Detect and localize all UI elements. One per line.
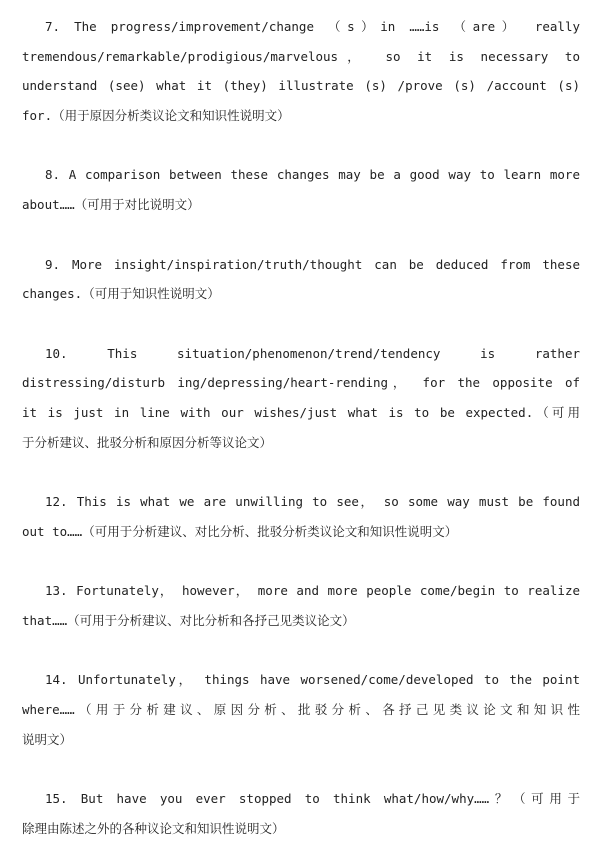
template-item-13 [22, 576, 580, 635]
template-item-10 [22, 339, 580, 458]
text-line: it is just in line with our wishes/just what is to be expected.（可用 [22, 404, 580, 420]
template-item-12 [22, 487, 580, 546]
template-item-15 [22, 784, 580, 843]
text-line: 于分析建议、批驳分析和原因分析等议论文） [22, 434, 273, 450]
text-line: 说明文） [22, 731, 73, 747]
template-item-9 [22, 250, 580, 309]
text-line: 13. Fortunately， however， more and more people come/begin to realize [45, 583, 580, 599]
template-item-8 [22, 160, 580, 219]
text-line: about……（可用于对比说明文） [22, 197, 200, 213]
text-line: changes.（可用于知识性说明文） [22, 286, 220, 302]
template-item-14 [22, 665, 580, 754]
text-line: 7. The progress/improvement/change （s）in ……is （are） really [45, 19, 580, 34]
text-line: 15. But have you ever stopped to think what/how/why……？（可用于 [45, 790, 580, 806]
text-line: distressing/disturb ing/depressing/heart-rending， for the opposite of [22, 375, 580, 391]
text-line: 除理由陈述之外的各种议论文和知识性说明文） [22, 820, 285, 836]
text-line: for.（用于原因分析类议论文和知识性说明文） [22, 108, 290, 124]
text-line: where……（用于分析建议、原因分析、批驳分析、各抒己见类议论文和知识性 [22, 701, 580, 717]
text-line: 9. More insight/inspiration/truth/thought can be deduced from these [45, 256, 580, 272]
text-line: 14. Unfortunately， things have worsened/come/developed to the point [45, 672, 580, 688]
text-line: 10. This situation/phenomenon/trend/tendency is rather [45, 345, 580, 361]
text-line: understand (see) what it (they) illustrate (s) /prove (s) /account (s) [22, 78, 580, 94]
text-line: tremendous/remarkable/prodigious/marvelous， so it is necessary to [22, 48, 580, 64]
template-item-7 [22, 12, 580, 131]
text-line: that……（可用于分析建议、对比分析和各抒己见类议论文） [22, 612, 355, 628]
text-line: out to……（可用于分析建议、对比分析、批驳分析类议论文和知识性说明文） [22, 523, 458, 539]
text-line: 8. A comparison between these changes may be a good way to learn more [45, 167, 580, 183]
text-line: 12. This is what we are unwilling to see， so some way must be found [45, 494, 580, 509]
